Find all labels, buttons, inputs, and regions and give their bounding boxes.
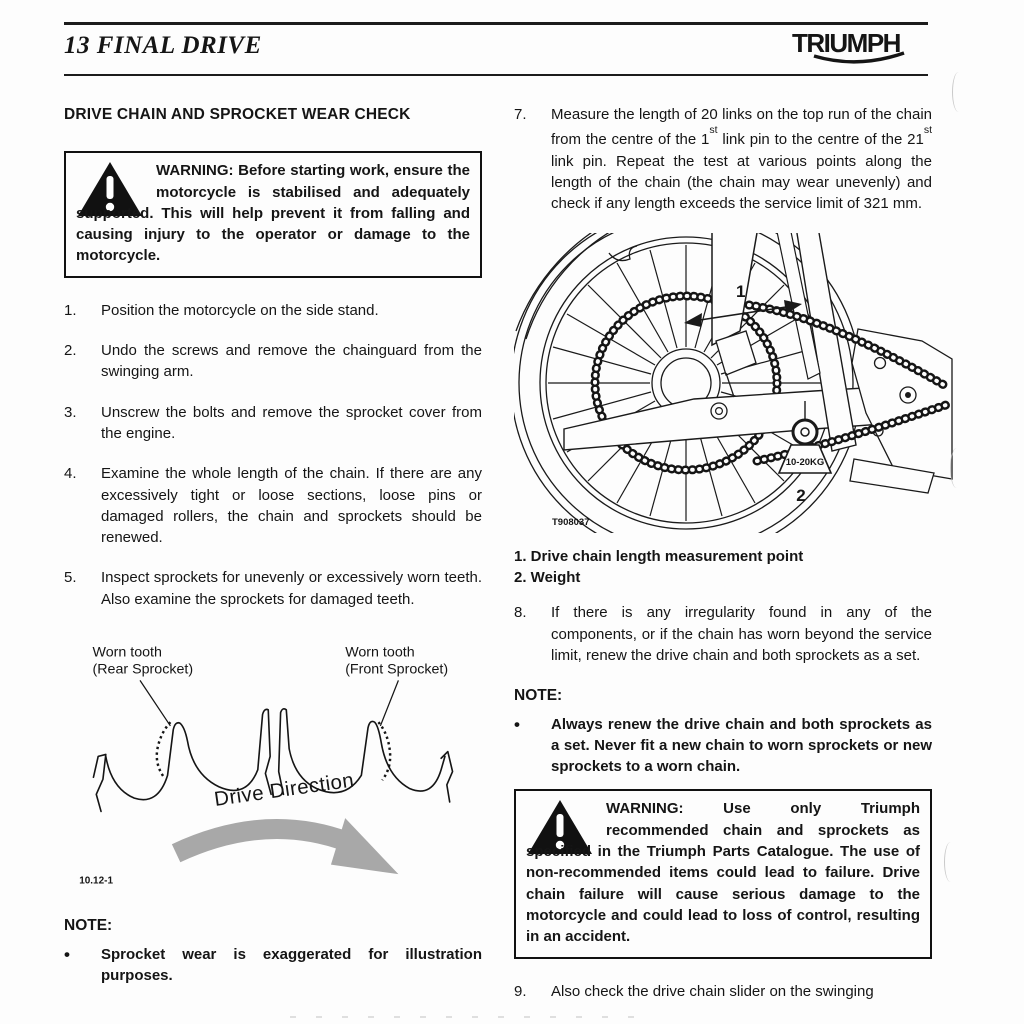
scan-binding-mark (950, 448, 963, 488)
figure-number: T908037 (552, 517, 590, 529)
step-text: Unscrew the bolts and remove the sprocket cover from the engine. (101, 403, 482, 442)
callout-1-label: 1 (736, 282, 746, 302)
label-worn-tooth-front: Worn tooth (345, 644, 415, 661)
step-number: 3. (64, 403, 77, 421)
ordinal-superscript: st (709, 124, 718, 137)
caption-line-2: 2. Weight (514, 569, 581, 587)
warning-box-stabilise (64, 151, 482, 277)
step-text: Position the motorcycle on the side stand. (101, 301, 379, 319)
triumph-logo-icon (792, 28, 928, 68)
step-text: Inspect sprockets for unevenly or excessively worn teeth. Also examine the sprockets for damaged teeth. (101, 569, 482, 608)
sprocket-wear-figure (64, 629, 482, 903)
step-number: 5. (64, 569, 77, 587)
header-bottom-rule (64, 74, 928, 76)
caption-line-1: 1. Drive chain length measurement point (514, 547, 804, 565)
procedure-steps (64, 300, 482, 610)
step-8 (514, 602, 932, 666)
label-rear-sprocket: (Rear Sprocket) (92, 661, 194, 678)
step-number: 1. (64, 301, 77, 319)
step-number: 7. (514, 106, 527, 123)
triumph-logo-text: TRIUMPH (792, 28, 900, 58)
note-heading: NOTE: (64, 917, 113, 935)
step-number: 9. (514, 982, 527, 1000)
step7-text-c: link pin. Repeat the test at various points along the length of the chain (the chain may wear unevenly) and check if any length exceeds the service limit of 321 mm. (551, 152, 932, 213)
step-3 (64, 402, 482, 445)
step-text: Also check the drive chain slider on the swinging (551, 982, 874, 1000)
left-column (64, 104, 482, 986)
note-item (64, 944, 482, 987)
step-number: 8. (514, 604, 527, 622)
step7-text-a: Measure the length of 20 links on the top run of the chain from the centre of the 1 (551, 106, 932, 149)
step-text: Examine the whole length of the chain. If there are any excessively tight or loose sections, loose pins or damaged rollers, the chain and sprockets should be renewed. (101, 465, 482, 547)
step-7 (514, 104, 932, 214)
header-top-rule (64, 22, 928, 25)
step-text: Undo the screws and remove the chainguard from the swinging arm. (101, 342, 482, 381)
step-5 (64, 567, 482, 610)
scan-smudge (290, 1016, 650, 1018)
drive-direction-arrowhead (331, 818, 398, 874)
ordinal-superscript: st (923, 124, 932, 137)
step-4 (64, 463, 482, 548)
weight-value-label: 10-20KG (785, 457, 825, 469)
label-worn-tooth-rear: Worn tooth (92, 644, 162, 661)
note-heading: NOTE: (514, 687, 563, 705)
triumph-logo (792, 28, 928, 73)
drive-direction-label: Drive Direction (212, 769, 356, 812)
callout-2-label: 2 (796, 486, 806, 506)
rear-wheel-diagram (514, 233, 954, 533)
warning-box-chain (514, 789, 932, 958)
step-number: 2. (64, 342, 77, 360)
page-title: 13 FINAL DRIVE (64, 32, 262, 59)
warning-triangle-icon (76, 160, 144, 204)
note-text: Sprocket wear is exaggerated for illustration purposes. (101, 945, 482, 984)
step-2 (64, 340, 482, 383)
chain-measurement-figure (514, 233, 932, 539)
drive-direction-arrow (176, 829, 347, 853)
step-text: If there is any irregularity found in any of the components, or if the chain has worn beyond the service limit, renew the drive chain and both sprockets as a set. (551, 604, 932, 664)
scan-binding-mark (952, 72, 965, 112)
note-text: Always renew the drive chain and both sprockets as a set. Never fit a new chain to worn sprockets or new sprockets to a worn chain. (551, 715, 932, 776)
step-9 (514, 981, 932, 1002)
step7-text-b: link pin to the centre of the 21 (717, 131, 924, 149)
worn-profile-front (378, 722, 390, 780)
section-heading: DRIVE CHAIN AND SPROCKET WEAR CHECK (64, 106, 411, 123)
sprocket-wear-diagram (64, 629, 482, 897)
right-column (514, 104, 932, 1024)
step-number: 4. (64, 465, 77, 483)
scan-binding-mark (944, 842, 957, 882)
bullet-icon: • (64, 944, 70, 964)
note-item (514, 714, 932, 778)
step-text (551, 104, 932, 214)
figure-caption (514, 546, 932, 589)
warning-text: WARNING: Use only Triumph recommended chain and sprockets as specified in the Triumph Parts Catalogue. The use of non-recommended items could lead to failure. Drive chain failure will cause serious damage to the motorcycle and could lead to loss of control, resulting in an accident. (526, 800, 920, 946)
warning-triangle-icon (526, 798, 594, 842)
step-1 (64, 300, 482, 321)
bullet-icon: • (514, 714, 520, 734)
warning-text: WARNING: Before starting work, ensure the motorcycle is stabilised and adequately supported. This will help prevent it from falling and causing injury to the operator or damage to the motorcycle. (76, 162, 470, 265)
label-front-sprocket: (Front Sprocket) (345, 661, 449, 678)
figure-number: 10.12-1 (79, 875, 114, 887)
